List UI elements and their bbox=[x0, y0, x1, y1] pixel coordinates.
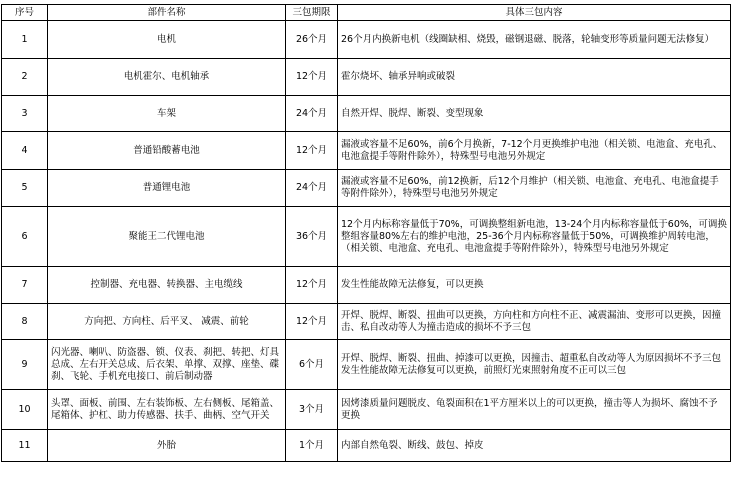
header-period: 三包期限 bbox=[286, 5, 338, 21]
row-period: 12个月 bbox=[286, 267, 338, 304]
row-part: 方向把、方向柱、后平叉、 减震、前轮 bbox=[48, 304, 286, 340]
row-no: 11 bbox=[2, 430, 48, 462]
row-part: 闪光器、喇叭、防盗器、锁、仪表、刹把、转把、灯具总成、左右开关总成、后衣架、单撑、双撑、座垫、碟刹、飞轮、手机充电接口、前后制动器 bbox=[48, 340, 286, 390]
header-no: 序号 bbox=[2, 5, 48, 21]
table-row bbox=[2, 267, 731, 304]
row-part: 聚能王二代锂电池 bbox=[48, 207, 286, 267]
row-no: 2 bbox=[2, 59, 48, 96]
header-part: 部件名称 bbox=[48, 5, 286, 21]
row-part: 普通铅酸蓄电池 bbox=[48, 132, 286, 170]
row-no: 9 bbox=[2, 340, 48, 390]
row-detail: 内部自然龟裂、断线、鼓包、掉皮 bbox=[338, 430, 731, 462]
row-detail: 漏液或容量不足60%，前12换新，后12个月维护（相关锁、电池盒、充电孔、电池盒提手等附件除外），特殊型号电池另外规定 bbox=[338, 170, 731, 207]
row-no: 1 bbox=[2, 21, 48, 59]
row-detail: 开焊、脱焊、断裂、扭曲、掉漆可以更换，因撞击、超重私自改动等人为原因损坏不予三包发生性能故障无法修复可以更换，前照灯光束照射角度不正可以三包 bbox=[338, 340, 731, 390]
row-detail: 自然开焊、脱焊、断裂、变型现象 bbox=[338, 96, 731, 132]
table-row bbox=[2, 340, 731, 390]
row-no: 10 bbox=[2, 390, 48, 430]
row-period: 12个月 bbox=[286, 132, 338, 170]
row-detail: 发生性能故障无法修复，可以更换 bbox=[338, 267, 731, 304]
table-row bbox=[2, 21, 731, 59]
row-period: 3个月 bbox=[286, 390, 338, 430]
row-no: 8 bbox=[2, 304, 48, 340]
row-period: 12个月 bbox=[286, 304, 338, 340]
table-row bbox=[2, 132, 731, 170]
row-no: 3 bbox=[2, 96, 48, 132]
row-detail: 开焊、脱焊、断裂、扭曲可以更换，方向柱和方向柱不正、减震漏油、变形可以更换，因撞击、私自改动等人为撞击造成的损坏不予三包 bbox=[338, 304, 731, 340]
row-period: 36个月 bbox=[286, 207, 338, 267]
table-row bbox=[2, 59, 731, 96]
table-row bbox=[2, 96, 731, 132]
row-detail: 霍尔烧坏、轴承异响或破裂 bbox=[338, 59, 731, 96]
row-detail: 漏液或容量不足60%，前6个月换新，7-12个月更换维护电池（相关锁、电池盒、充电孔、电池盒提手等附件除外），特殊型号电池另外规定 bbox=[338, 132, 731, 170]
row-period: 24个月 bbox=[286, 170, 338, 207]
row-period: 1个月 bbox=[286, 430, 338, 462]
row-part: 控制器、充电器、转换器、主电缆线 bbox=[48, 267, 286, 304]
table-row bbox=[2, 207, 731, 267]
row-part: 电机 bbox=[48, 21, 286, 59]
row-detail: 因烤漆质量问题脱皮、龟裂面积在1平方厘米以上的可以更换，撞击等人为损坏、腐蚀不予更换 bbox=[338, 390, 731, 430]
row-period: 24个月 bbox=[286, 96, 338, 132]
header-detail: 具体三包内容 bbox=[338, 5, 731, 21]
row-detail: 12个月内标称容量低于70%，可调换整组新电池，13-24个月内标称容量低于60%，可调换整组容量80%左右的维护电池，25-36个月内标称容量低于50%，可调换维护周转电池，（相关锁、电池盒、充电孔、电池盒提手等附件除外），特殊型号电池另外规定 bbox=[338, 207, 731, 267]
row-no: 6 bbox=[2, 207, 48, 267]
row-no: 4 bbox=[2, 132, 48, 170]
table-row bbox=[2, 390, 731, 430]
row-part: 头罩、面板、前围、左右装饰板、左右侧板、尾箱盖、尾箱体、护杠、助力传感器、扶手、曲柄、空气开关 bbox=[48, 390, 286, 430]
row-part: 外胎 bbox=[48, 430, 286, 462]
row-period: 6个月 bbox=[286, 340, 338, 390]
table-header-row bbox=[2, 5, 731, 21]
table-row bbox=[2, 170, 731, 207]
table-row bbox=[2, 304, 731, 340]
row-part: 普通锂电池 bbox=[48, 170, 286, 207]
row-detail: 26个月内换新电机（线圈缺相、烧毁，磁钢退磁、脱落，轮轴变形等质量问题无法修复） bbox=[338, 21, 731, 59]
row-period: 12个月 bbox=[286, 59, 338, 96]
row-part: 电机霍尔、电机轴承 bbox=[48, 59, 286, 96]
row-no: 5 bbox=[2, 170, 48, 207]
table-row bbox=[2, 430, 731, 462]
row-part: 车架 bbox=[48, 96, 286, 132]
warranty-table bbox=[1, 4, 731, 462]
row-period: 26个月 bbox=[286, 21, 338, 59]
row-no: 7 bbox=[2, 267, 48, 304]
